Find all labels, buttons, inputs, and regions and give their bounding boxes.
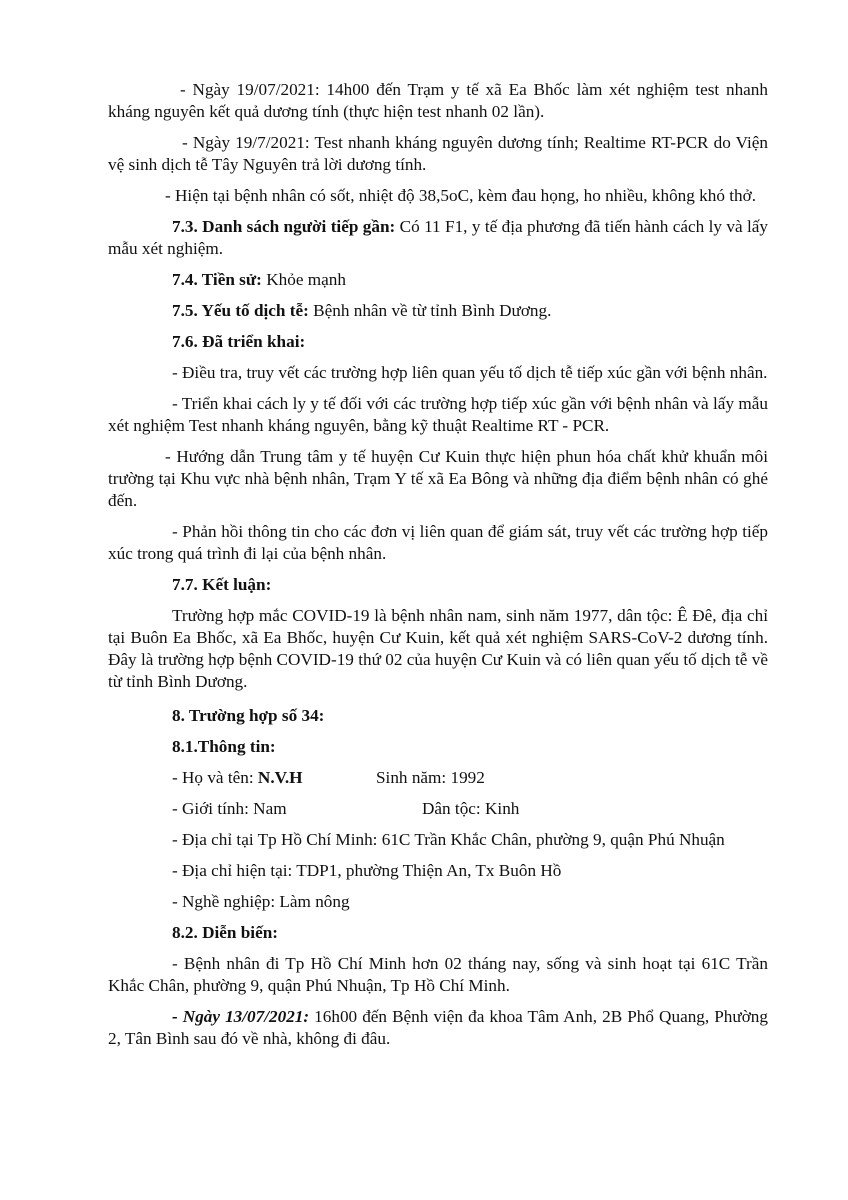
section-7-3-text: Có 11 F1, y tế địa phương đã tiến hành cách ly và lấy mẫu xét nghiệm.: [108, 217, 769, 258]
section-7-7-heading: 7.7. Kết luận:: [172, 575, 272, 594]
section-8-2-item-text: 16h00 đến Bệnh viện đa khoa Tâm Anh, 2B Phổ Quang, Phường 2, Tân Bình sau đó về nhà, không đi đâu.: [108, 1007, 768, 1048]
section-7-7-text: Trường hợp mắc COVID-19 là bệnh nhân nam, sinh năm 1977, dân tộc: Ê Đê, địa chỉ tại Buôn Ea Bhốc, xã Ea Bhốc, huyện Cư Kuin, kết quả xét nghiệm SARS-CoV-2 dương tính. Đây là trường hợp bệnh COVID-19 thứ 02 của huyện Cư Kuin và có liên quan yếu tố dịch tễ về từ tỉnh Bình Dương.: [108, 606, 768, 691]
section-7-4-text: Khỏe mạnh: [261, 270, 346, 289]
document-page: [108, 79, 768, 1059]
section-8-2-heading: 8.2. Diễn biến:: [172, 923, 278, 942]
birth-year: Sinh năm: 1992: [376, 768, 485, 787]
section-8-heading: 8. Trường hợp số 34:: [172, 706, 325, 725]
section-8-1-heading: 8.1.Thông tin:: [172, 737, 276, 756]
field-row-name: [108, 767, 768, 789]
section-8-2-item: [108, 1006, 768, 1050]
section-7-6-item: - Hướng dẫn Trung tâm y tế huyện Cư Kuin thực hiện phun hóa chất khử khuẩn môi trường tại Khu vực nhà bệnh nhân, Trạm Y tế xã Ea Bông và những địa điểm bệnh nhân có ghé đến.: [108, 447, 768, 510]
gender: - Giới tính: Nam: [172, 799, 287, 818]
name-label: - Họ và tên:: [172, 768, 258, 787]
section-7-5: [108, 300, 768, 322]
section-7-3-heading: 7.3. Danh sách người tiếp gần:: [172, 217, 396, 236]
section-7-6-item: - Triển khai cách ly y tế đối với các trường hợp tiếp xúc gần với bệnh nhân và lấy mẫu xét nghiệm Test nhanh kháng nguyên, bằng kỹ thuật Realtime RT - PCR.: [108, 394, 768, 435]
section-7-4: [108, 269, 768, 291]
section-7-6-heading: 7.6. Đã triển khai:: [172, 332, 306, 351]
field-row-gender: [108, 798, 768, 820]
section-7-3: [108, 216, 768, 260]
paragraph-current-symptoms: - Hiện tại bệnh nhân có sốt, nhiệt độ 38,5oC, kèm đau họng, ho nhiều, không khó thở.: [165, 186, 756, 205]
address-current: - Địa chỉ hiện tại: TDP1, phường Thiện An, Tx Buôn Hồ: [172, 861, 562, 880]
address-hcm: - Địa chỉ tại Tp Hồ Chí Minh: 61C Trần Khắc Chân, phường 9, quận Phú Nhuận: [172, 830, 725, 849]
section-7-4-heading: 7.4. Tiền sử:: [172, 270, 262, 289]
section-7-6-item: - Phản hồi thông tin cho các đơn vị liên quan để giám sát, truy vết các trường hợp tiếp xúc trong quá trình đi lại của bệnh nhân.: [108, 522, 768, 563]
section-7-5-text: Bệnh nhân về từ tỉnh Bình Dương.: [308, 301, 552, 320]
ethnicity: Dân tộc: Kinh: [422, 799, 520, 818]
paragraph-test-19-07: - Ngày 19/07/2021: 14h00 đến Trạm y tế xã Ea Bhốc làm xét nghiệm test nhanh kháng nguyên kết quả dương tính (thực hiện test nhanh 02 lần).: [108, 80, 768, 121]
section-7-5-heading: 7.5. Yếu tố dịch tễ:: [172, 301, 309, 320]
occupation: - Nghề nghiệp: Làm nông: [172, 892, 350, 911]
date-13-07-2021: - Ngày 13/07/2021:: [172, 1007, 310, 1026]
section-7-6-item: - Điều tra, truy vết các trường hợp liên quan yếu tố dịch tễ tiếp xúc gần với bệnh nhân.: [172, 363, 768, 382]
paragraph-rtpcr-19-7: - Ngày 19/7/2021: Test nhanh kháng nguyên dương tính; Realtime RT-PCR do Viện vệ sinh dịch tễ Tây Nguyên trả lời dương tính.: [108, 133, 768, 174]
name-value: N.V.H: [257, 768, 303, 787]
section-8-2-item: - Bệnh nhân đi Tp Hồ Chí Minh hơn 02 tháng nay, sống và sinh hoạt tại 61C Trần Khắc Chân, phường 9, quận Phú Nhuận, Tp Hồ Chí Minh.: [108, 954, 768, 995]
